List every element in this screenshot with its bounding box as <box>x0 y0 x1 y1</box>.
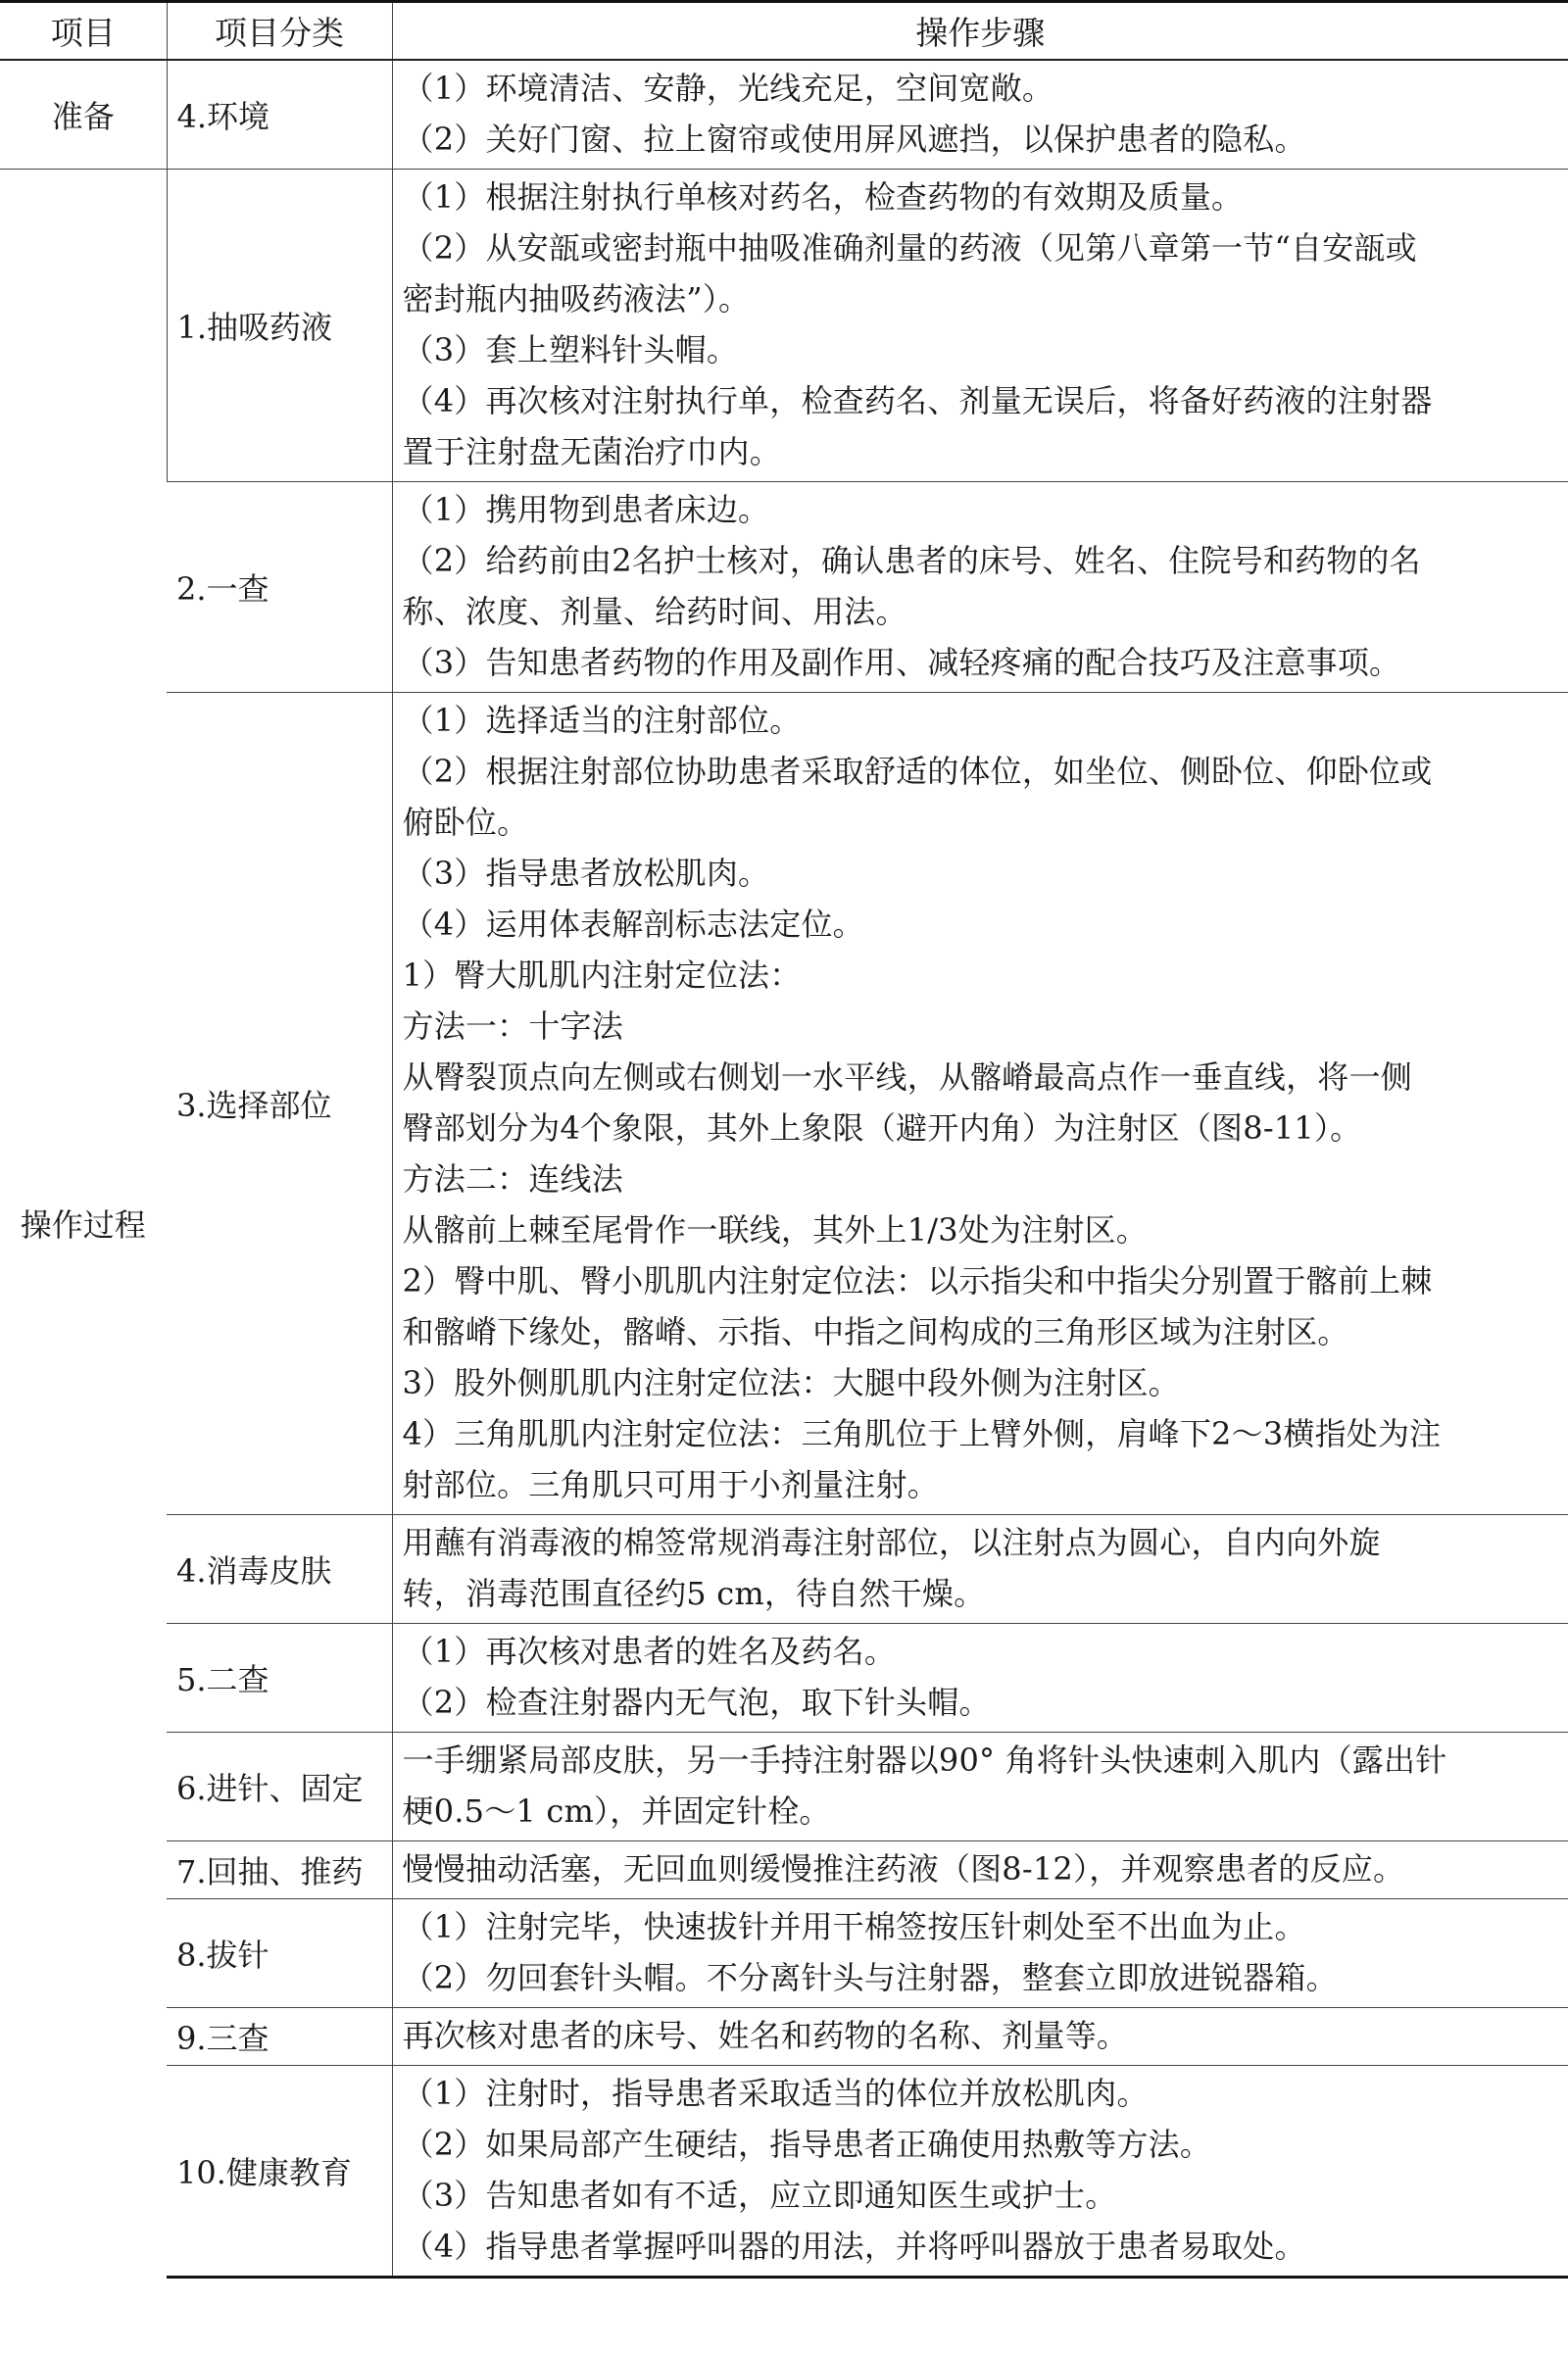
category-cell: 10.健康教育 <box>167 2066 392 2278</box>
step-line: （1）注射时，指导患者采取适当的体位并放松肌肉。 <box>402 2075 1149 2112</box>
step-line: 1）臀大肌肌内注射定位法： <box>402 957 802 994</box>
category-cell: 2.一查 <box>167 482 392 693</box>
step-line: （2）从安瓿或密封瓶中抽吸准确剂量的药液（见第八章第一节“自安瓿或 <box>402 229 1417 267</box>
step-line: 用蘸有消毒液的棉签常规消毒注射部位，以注射点为圆心，自内向外旋 <box>402 1524 1381 1561</box>
step-line: 3）股外侧肌肌内注射定位法：大腿中段外侧为注射区。 <box>402 1364 1180 1401</box>
steps-cell <box>392 1841 1568 1899</box>
table-row <box>0 1899 1568 2008</box>
table-row <box>0 170 1568 482</box>
header-row <box>0 2 1568 61</box>
step-line: （1）携用物到患者床边。 <box>402 491 770 528</box>
table-row <box>0 2008 1568 2066</box>
steps-cell <box>392 2066 1568 2278</box>
steps-cell <box>392 693 1568 1515</box>
step-line: 称、浓度、剂量、给药时间、用法。 <box>402 593 907 630</box>
category-cell: 5.二查 <box>167 1624 392 1733</box>
table-row <box>0 60 1568 170</box>
category-cell: 4.环境 <box>167 60 392 170</box>
steps-cell <box>392 60 1568 170</box>
steps-cell <box>392 2008 1568 2066</box>
steps-cell <box>392 1515 1568 1624</box>
steps-cell <box>392 1899 1568 2008</box>
category-cell: 9.三查 <box>167 2008 392 2066</box>
table-row <box>0 2066 1568 2278</box>
step-line: 从臀裂顶点向左侧或右侧划一水平线，从髂嵴最高点作一垂直线，将一侧 <box>402 1058 1412 1096</box>
category-cell: 3.选择部位 <box>167 693 392 1515</box>
table-row <box>0 1733 1568 1841</box>
category-cell: 4.消毒皮肤 <box>167 1515 392 1624</box>
steps-cell <box>392 482 1568 693</box>
category-cell: 6.进针、固定 <box>167 1733 392 1841</box>
step-line: 密封瓶内抽吸药液法”）。 <box>402 280 751 318</box>
step-line: （1）环境清洁、安静，光线充足，空间宽敞。 <box>402 70 1054 107</box>
step-line: 射部位。三角肌只可用于小剂量注射。 <box>402 1466 939 1503</box>
step-line: （2）检查注射器内无气泡，取下针头帽。 <box>402 1684 991 1721</box>
table-row <box>0 482 1568 693</box>
group-label-prep: 准备 <box>0 60 167 170</box>
step-line: （3）套上塑料针头帽。 <box>402 331 739 368</box>
step-line: 和髂嵴下缘处，髂嵴、示指、中指之间构成的三角形区域为注射区。 <box>402 1313 1349 1350</box>
category-cell: 8.拔针 <box>167 1899 392 2008</box>
step-line: （1）再次核对患者的姓名及药名。 <box>402 1633 897 1670</box>
step-line: （1）根据注射执行单核对药名，检查药物的有效期及质量。 <box>402 178 1244 216</box>
steps-cell <box>392 170 1568 482</box>
category-cell: 1.抽吸药液 <box>167 170 392 482</box>
step-line: 方法一：十字法 <box>402 1007 623 1045</box>
step-line: （2）给药前由2名护士核对，确认患者的床号、姓名、住院号和药物的名 <box>402 542 1421 579</box>
step-line: （2）如果局部产生硬结，指导患者正确使用热敷等方法。 <box>402 2126 1212 2163</box>
step-line: （2）根据注射部位协助患者采取舒适的体位，如坐位、侧卧位、仰卧位或 <box>402 753 1433 790</box>
step-line: 2）臀中肌、臀小肌肌内注射定位法：以示指尖和中指尖分别置于髂前上棘 <box>402 1262 1433 1300</box>
table-row <box>0 1515 1568 1624</box>
header-steps: 操作步骤 <box>392 2 1568 61</box>
step-line: 慢慢抽动活塞，无回血则缓慢推注药液（图8-12），并观察患者的反应。 <box>402 1850 1405 1888</box>
step-line: 梗0.5～1 cm），并固定针栓。 <box>402 1792 831 1830</box>
table-row <box>0 1841 1568 1899</box>
step-line: （1）注射完毕，快速拔针并用干棉签按压针刺处至不出血为止。 <box>402 1908 1306 1945</box>
category-cell: 7.回抽、推药 <box>167 1841 392 1899</box>
step-line: （1）选择适当的注射部位。 <box>402 702 802 739</box>
step-line: （3）告知患者如有不适，应立即通知医生或护士。 <box>402 2177 1117 2214</box>
step-line: 4）三角肌肌内注射定位法：三角肌位于上臂外侧，肩峰下2～3横指处为注 <box>402 1415 1442 1452</box>
step-line: （2）勿回套针头帽。不分离针头与注射器，整套立即放进锐器箱。 <box>402 1959 1338 1996</box>
step-line: 一手绷紧局部皮肤，另一手持注射器以90° 角将针头快速刺入肌内（露出针 <box>402 1742 1447 1779</box>
group-label-process: 操作过程 <box>0 170 167 2278</box>
table-row <box>0 1624 1568 1733</box>
header-category: 项目分类 <box>167 2 392 61</box>
header-item: 项目 <box>0 2 167 61</box>
step-line: 置于注射盘无菌治疗巾内。 <box>402 433 781 470</box>
step-line: （4）运用体表解剖标志法定位。 <box>402 906 864 943</box>
step-line: （3）告知患者药物的作用及副作用、减轻疼痛的配合技巧及注意事项。 <box>402 644 1401 681</box>
step-line: （4）指导患者掌握呼叫器的用法，并将呼叫器放于患者易取处。 <box>402 2228 1306 2265</box>
steps-cell <box>392 1733 1568 1841</box>
step-line: 方法二：连线法 <box>402 1160 623 1198</box>
step-line: 从髂前上棘至尾骨作一联线，其外上1/3处为注射区。 <box>402 1211 1149 1249</box>
step-line: （2）关好门窗、拉上窗帘或使用屏风遮挡，以保护患者的隐私。 <box>402 121 1306 158</box>
steps-cell <box>392 1624 1568 1733</box>
step-line: 臀部划分为4个象限，其外上象限（避开内角）为注射区（图8-11）。 <box>402 1109 1362 1147</box>
step-line: 俯卧位。 <box>402 804 529 841</box>
step-line: 转，消毒范围直径约5 cm，待自然干燥。 <box>402 1575 986 1612</box>
step-line: （4）再次核对注射执行单，检查药名、剂量无误后，将备好药液的注射器 <box>402 382 1433 419</box>
table-row <box>0 693 1568 1515</box>
step-line: （3）指导患者放松肌肉。 <box>402 855 770 892</box>
step-line: 再次核对患者的床号、姓名和药物的名称、剂量等。 <box>402 2017 1129 2054</box>
